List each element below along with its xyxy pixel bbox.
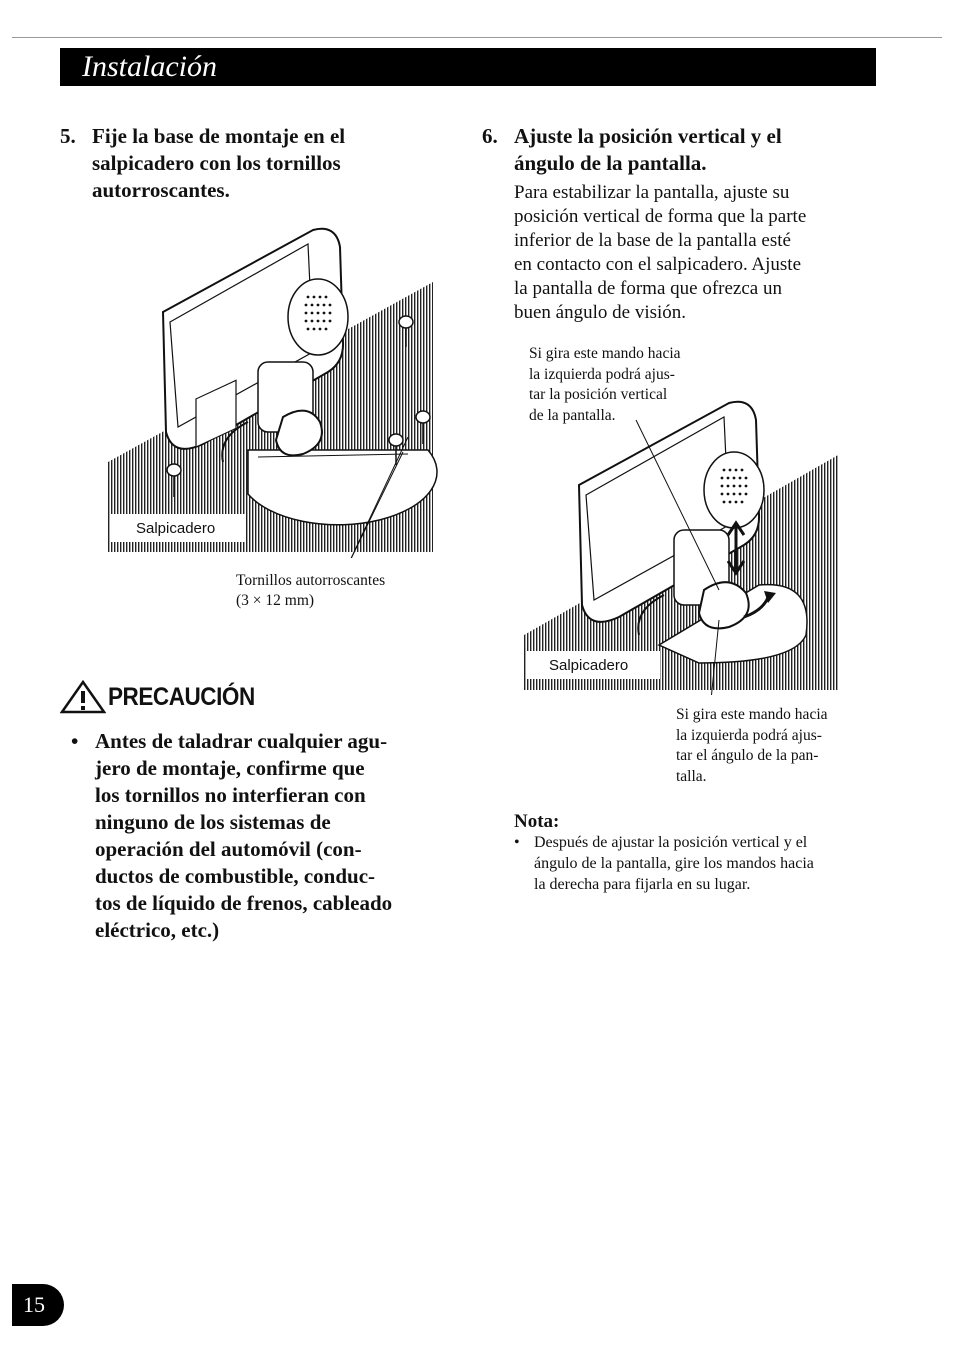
step-5-title-line: salpicadero con los tornillos xyxy=(92,151,341,175)
page-number-tab xyxy=(12,1284,64,1326)
illustration-mounting-base xyxy=(108,222,438,558)
caution-text-line: ductos de combustible, conduc- xyxy=(95,864,376,888)
step-6-title-line: ángulo de la pantalla. xyxy=(514,151,707,175)
step-6-body-line: posición vertical de forma que la parte xyxy=(514,206,807,227)
page-number: 15 xyxy=(23,1292,45,1317)
caution-text-line: jero de montaje, confirme que xyxy=(95,756,365,780)
step-6-title xyxy=(482,123,882,177)
callout-angle-line: la izquierda podrá ajus- xyxy=(676,726,822,744)
callout-angle-line: talla. xyxy=(676,767,707,785)
callout-vertical-line: Si gira este mando hacia xyxy=(529,345,681,362)
caution-text-line: Antes de taladrar cualquier agu- xyxy=(95,729,388,753)
callout-vertical-line: de la pantalla. xyxy=(529,406,616,424)
step-5-title-line: autorroscantes. xyxy=(92,178,230,202)
step-6-body-line: la pantalla de forma que ofrezca un xyxy=(514,278,782,299)
callout-angle xyxy=(676,705,866,787)
adjust-knob xyxy=(699,582,749,628)
warning-triangle-icon xyxy=(60,680,106,714)
step-6-title-line: Ajuste la posición vertical y el xyxy=(514,124,782,148)
label-dashboard: Salpicadero xyxy=(136,520,216,537)
label-dashboard-2: Salpicadero xyxy=(549,657,629,674)
top-rule xyxy=(12,37,942,38)
step-6-body-line: en contacto con el salpicadero. Ajuste xyxy=(514,254,802,275)
callout-vertical-line: la izquierda podrá ajus- xyxy=(529,365,675,383)
note-bullet: • xyxy=(514,834,520,851)
caution-title: PRECAUCIÓN xyxy=(108,683,255,711)
section-title: Instalación xyxy=(82,50,217,83)
label-screws-line: Tornillos autorroscantes xyxy=(236,572,386,589)
note-text xyxy=(534,832,864,895)
callout-angle-line: Si gira este mando hacia xyxy=(676,706,828,723)
caution-bullet: • xyxy=(71,729,79,753)
caution-text-line: ninguno de los sistemas de xyxy=(95,810,331,834)
illustration-adjust-screen xyxy=(524,395,842,695)
note-text-line: ángulo de la pantalla, gire los mandos hacia xyxy=(534,855,814,872)
step-6-body-line: Para estabilizar la pantalla, ajuste su xyxy=(514,182,790,203)
callout-angle-line: tar el ángulo de la pan- xyxy=(676,747,819,764)
step-5-number: 5. xyxy=(60,124,76,148)
step-6-body-line: buen ángulo de visión. xyxy=(514,302,687,323)
callout-vertical-line: tar la posición vertical xyxy=(529,386,668,403)
note-text-line: Después de ajustar la posición vertical y el xyxy=(534,834,808,851)
step-6-number: 6. xyxy=(482,124,498,148)
caution-text-line: operación del automóvil (con- xyxy=(95,837,362,861)
caution-text-line: eléctrico, etc.) xyxy=(95,918,220,942)
caution-text-line: tos de líquido de frenos, cableado xyxy=(95,891,393,915)
note-text-line: la derecha para fijarla en su lugar. xyxy=(534,876,751,893)
step-6-body-line: inferior de la base de la pantalla esté xyxy=(514,230,791,251)
caution-text-line: los tornillos no interfieran con xyxy=(95,783,366,807)
label-screws-line: (3 × 12 mm) xyxy=(236,592,315,609)
section-title-bar xyxy=(60,48,876,86)
step-6-body xyxy=(514,181,874,325)
step-5-title-line: Fije la base de montaje en el xyxy=(92,124,346,148)
note-title: Nota: xyxy=(514,811,560,832)
step-5-title xyxy=(60,123,440,204)
caution-text xyxy=(95,728,425,944)
